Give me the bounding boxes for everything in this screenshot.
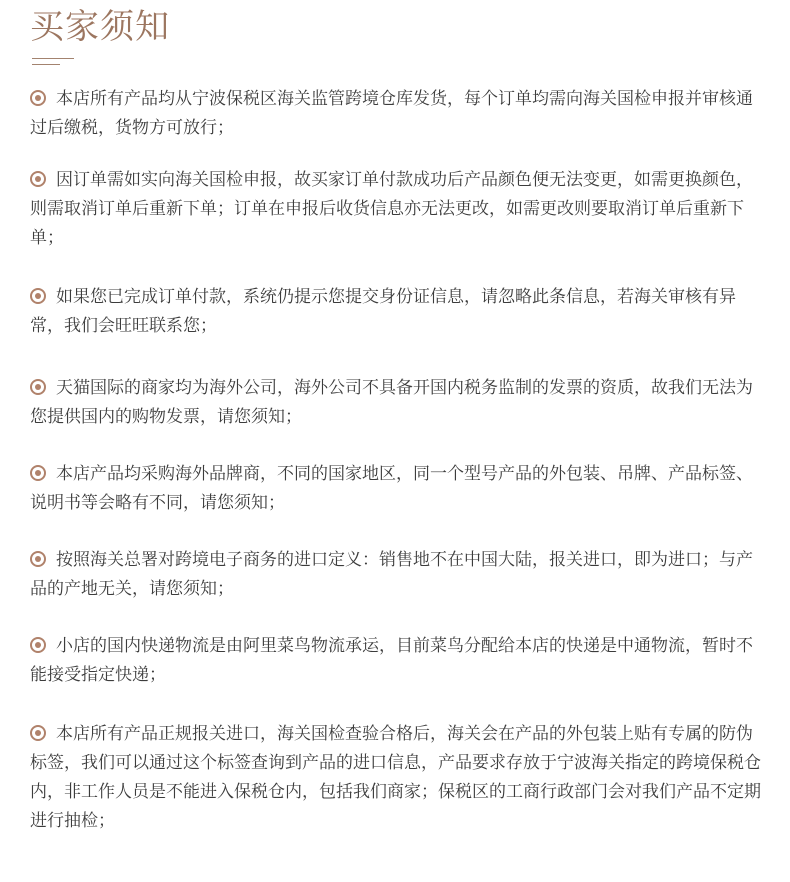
radio-bullet-icon	[30, 90, 46, 106]
radio-bullet-icon	[30, 725, 46, 741]
radio-bullet-icon	[30, 637, 46, 653]
radio-bullet-icon	[30, 465, 46, 481]
page-title: 买家须知	[30, 7, 170, 47]
notice-item	[30, 283, 762, 341]
title-underline	[32, 58, 74, 59]
radio-bullet-icon	[30, 288, 46, 304]
notice-text: 本店产品均采购海外品牌商，不同的国家地区，同一个型号产品的外包装、吊牌、产品标签、说明书等会略有不同，请您须知；	[30, 464, 753, 513]
notice-text: 如果您已完成订单付款，系统仍提示您提交身份证信息，请忽略此条信息，若海关审核有异常，我们会旺旺联系您；	[30, 287, 736, 336]
radio-bullet-icon	[30, 379, 46, 395]
notice-text: 因订单需如实向海关国检申报，故买家订单付款成功后产品颜色便无法变更，如需更换颜色，则需取消订单后重新下单；订单在申报后收货信息亦无法更改，如需更改则要取消订单后重新下单；	[30, 170, 753, 248]
notice-text: 本店所有产品均从宁波保税区海关监管跨境仓库发货，每个订单均需向海关国检申报并审核通过后缴税，货物方可放行；	[30, 89, 753, 138]
notice-text: 本店所有产品正规报关进口，海关国检查验合格后，海关会在产品的外包装上贴有专属的防伪标签，我们可以通过这个标签查询到产品的进口信息，产品要求存放于宁波海关指定的跨境保税仓内，非工作人员是不能进入保税仓内，包括我们商家；保税区的工商行政部门会对我们产品不定期进行抽检；	[30, 724, 761, 831]
notice-item	[30, 85, 762, 143]
notice-text: 按照海关总署对跨境电子商务的进口定义：销售地不在中国大陆，报关进口，即为进口；与产品的产地无关，请您须知；	[30, 550, 753, 599]
title-underline-short	[32, 64, 60, 65]
notice-text: 小店的国内快递物流是由阿里菜鸟物流承运，目前菜鸟分配给本店的快递是中通物流，暂时不能接受指定快递；	[30, 636, 753, 685]
notice-item	[30, 460, 762, 518]
notice-item	[30, 546, 762, 604]
notice-item	[30, 632, 762, 690]
notice-text: 天猫国际的商家均为海外公司，海外公司不具备开国内税务监制的发票的资质，故我们无法为您提供国内的购物发票，请您须知；	[30, 378, 753, 427]
radio-bullet-icon	[30, 171, 46, 187]
radio-bullet-icon	[30, 551, 46, 567]
notice-item	[30, 374, 762, 432]
notice-item	[30, 720, 762, 836]
notice-item	[30, 166, 762, 253]
